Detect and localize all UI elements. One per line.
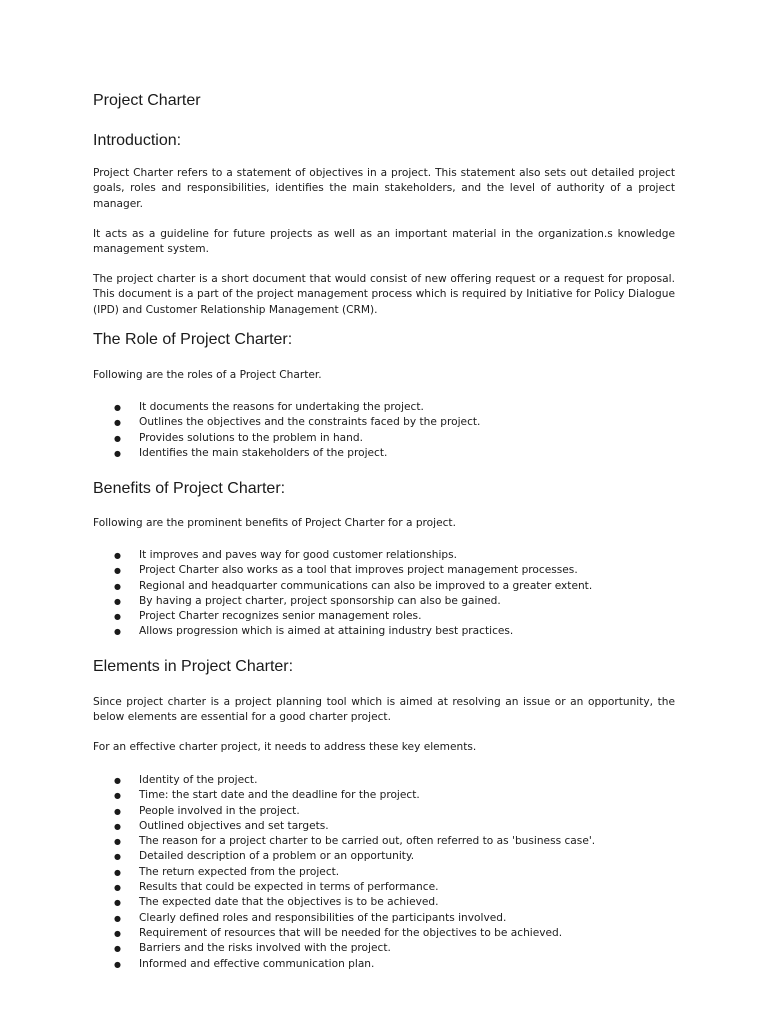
- benefits-heading: Benefits of Project Charter:: [93, 480, 286, 497]
- list-item: ● The return expected from the project.: [93, 865, 675, 880]
- list-item: ● Results that could be expected in terms of performance.: [93, 880, 675, 895]
- list-item: ● By having a project charter, project sponsorship can also be gained.: [93, 594, 675, 609]
- benefits-lead: Following are the prominent benefits of Project Charter for a project.: [93, 517, 456, 529]
- list-item: ● The reason for a project charter to be carried out, often referred to as 'business case'.: [93, 834, 675, 849]
- elements-lead: For an effective charter project, it needs to address these key elements.: [93, 741, 477, 753]
- list-item: ● Barriers and the risks involved with the project.: [93, 941, 675, 956]
- intro-paragraph-3: The project charter is a short document that would consist of new offering request or a request for proposal. This document is a part of the project management process which is required by Initiative for Policy Dialogue (IPD) and Customer Relationship Management (CRM).: [93, 273, 675, 316]
- list-item: ● Project Charter also works as a tool that improves project management processes.: [93, 563, 675, 578]
- list-item: ● It improves and paves way for good customer relationships.: [93, 548, 675, 563]
- list-item: ● The expected date that the objectives is to be achieved.: [93, 895, 675, 910]
- list-item: ● Time: the start date and the deadline for the project.: [93, 788, 675, 803]
- list-item: ● Identity of the project.: [93, 773, 675, 788]
- role-list: [93, 400, 675, 461]
- elements-list: [93, 773, 675, 972]
- intro-paragraph-1: Project Charter refers to a statement of objectives in a project. This statement also sets out detailed project goals, roles and responsibilities, identifies the main stakeholders, and the level of authority of a project manager.: [93, 167, 675, 210]
- list-item: ● Informed and effective communication plan.: [93, 957, 675, 972]
- list-item: ● People involved in the project.: [93, 804, 675, 819]
- role-lead: Following are the roles of a Project Charter.: [93, 369, 322, 381]
- list-item: ● Project Charter recognizes senior management roles.: [93, 609, 675, 624]
- list-item: ● Detailed description of a problem or an opportunity.: [93, 849, 675, 864]
- introduction-heading: Introduction:: [93, 132, 182, 149]
- list-item: ● It documents the reasons for undertaking the project.: [93, 400, 675, 415]
- list-item: ● Identifies the main stakeholders of the project.: [93, 446, 675, 461]
- intro-paragraph-2: It acts as a guideline for future projects as well as an important material in the organization.s knowledge management system.: [93, 228, 675, 256]
- elements-paragraph: Since project charter is a project planning tool which is aimed at resolving an issue or an opportunity, the below elements are essential for a good charter project.: [93, 696, 675, 724]
- list-item: ● Allows progression which is aimed at attaining industry best practices.: [93, 624, 675, 639]
- list-item: ● Outlined objectives and set targets.: [93, 819, 675, 834]
- list-item: ● Clearly defined roles and responsibilities of the participants involved.: [93, 911, 675, 926]
- list-item: ● Outlines the objectives and the constraints faced by the project.: [93, 415, 675, 430]
- benefits-list: [93, 548, 675, 640]
- elements-heading: Elements in Project Charter:: [93, 658, 294, 675]
- list-item: ● Provides solutions to the problem in hand.: [93, 431, 675, 446]
- list-item: ● Requirement of resources that will be needed for the objectives to be achieved.: [93, 926, 675, 941]
- list-item: ● Regional and headquarter communications can also be improved to a greater extent.: [93, 579, 675, 594]
- document-title: Project Charter: [93, 92, 201, 109]
- role-heading: The Role of Project Charter:: [93, 331, 293, 348]
